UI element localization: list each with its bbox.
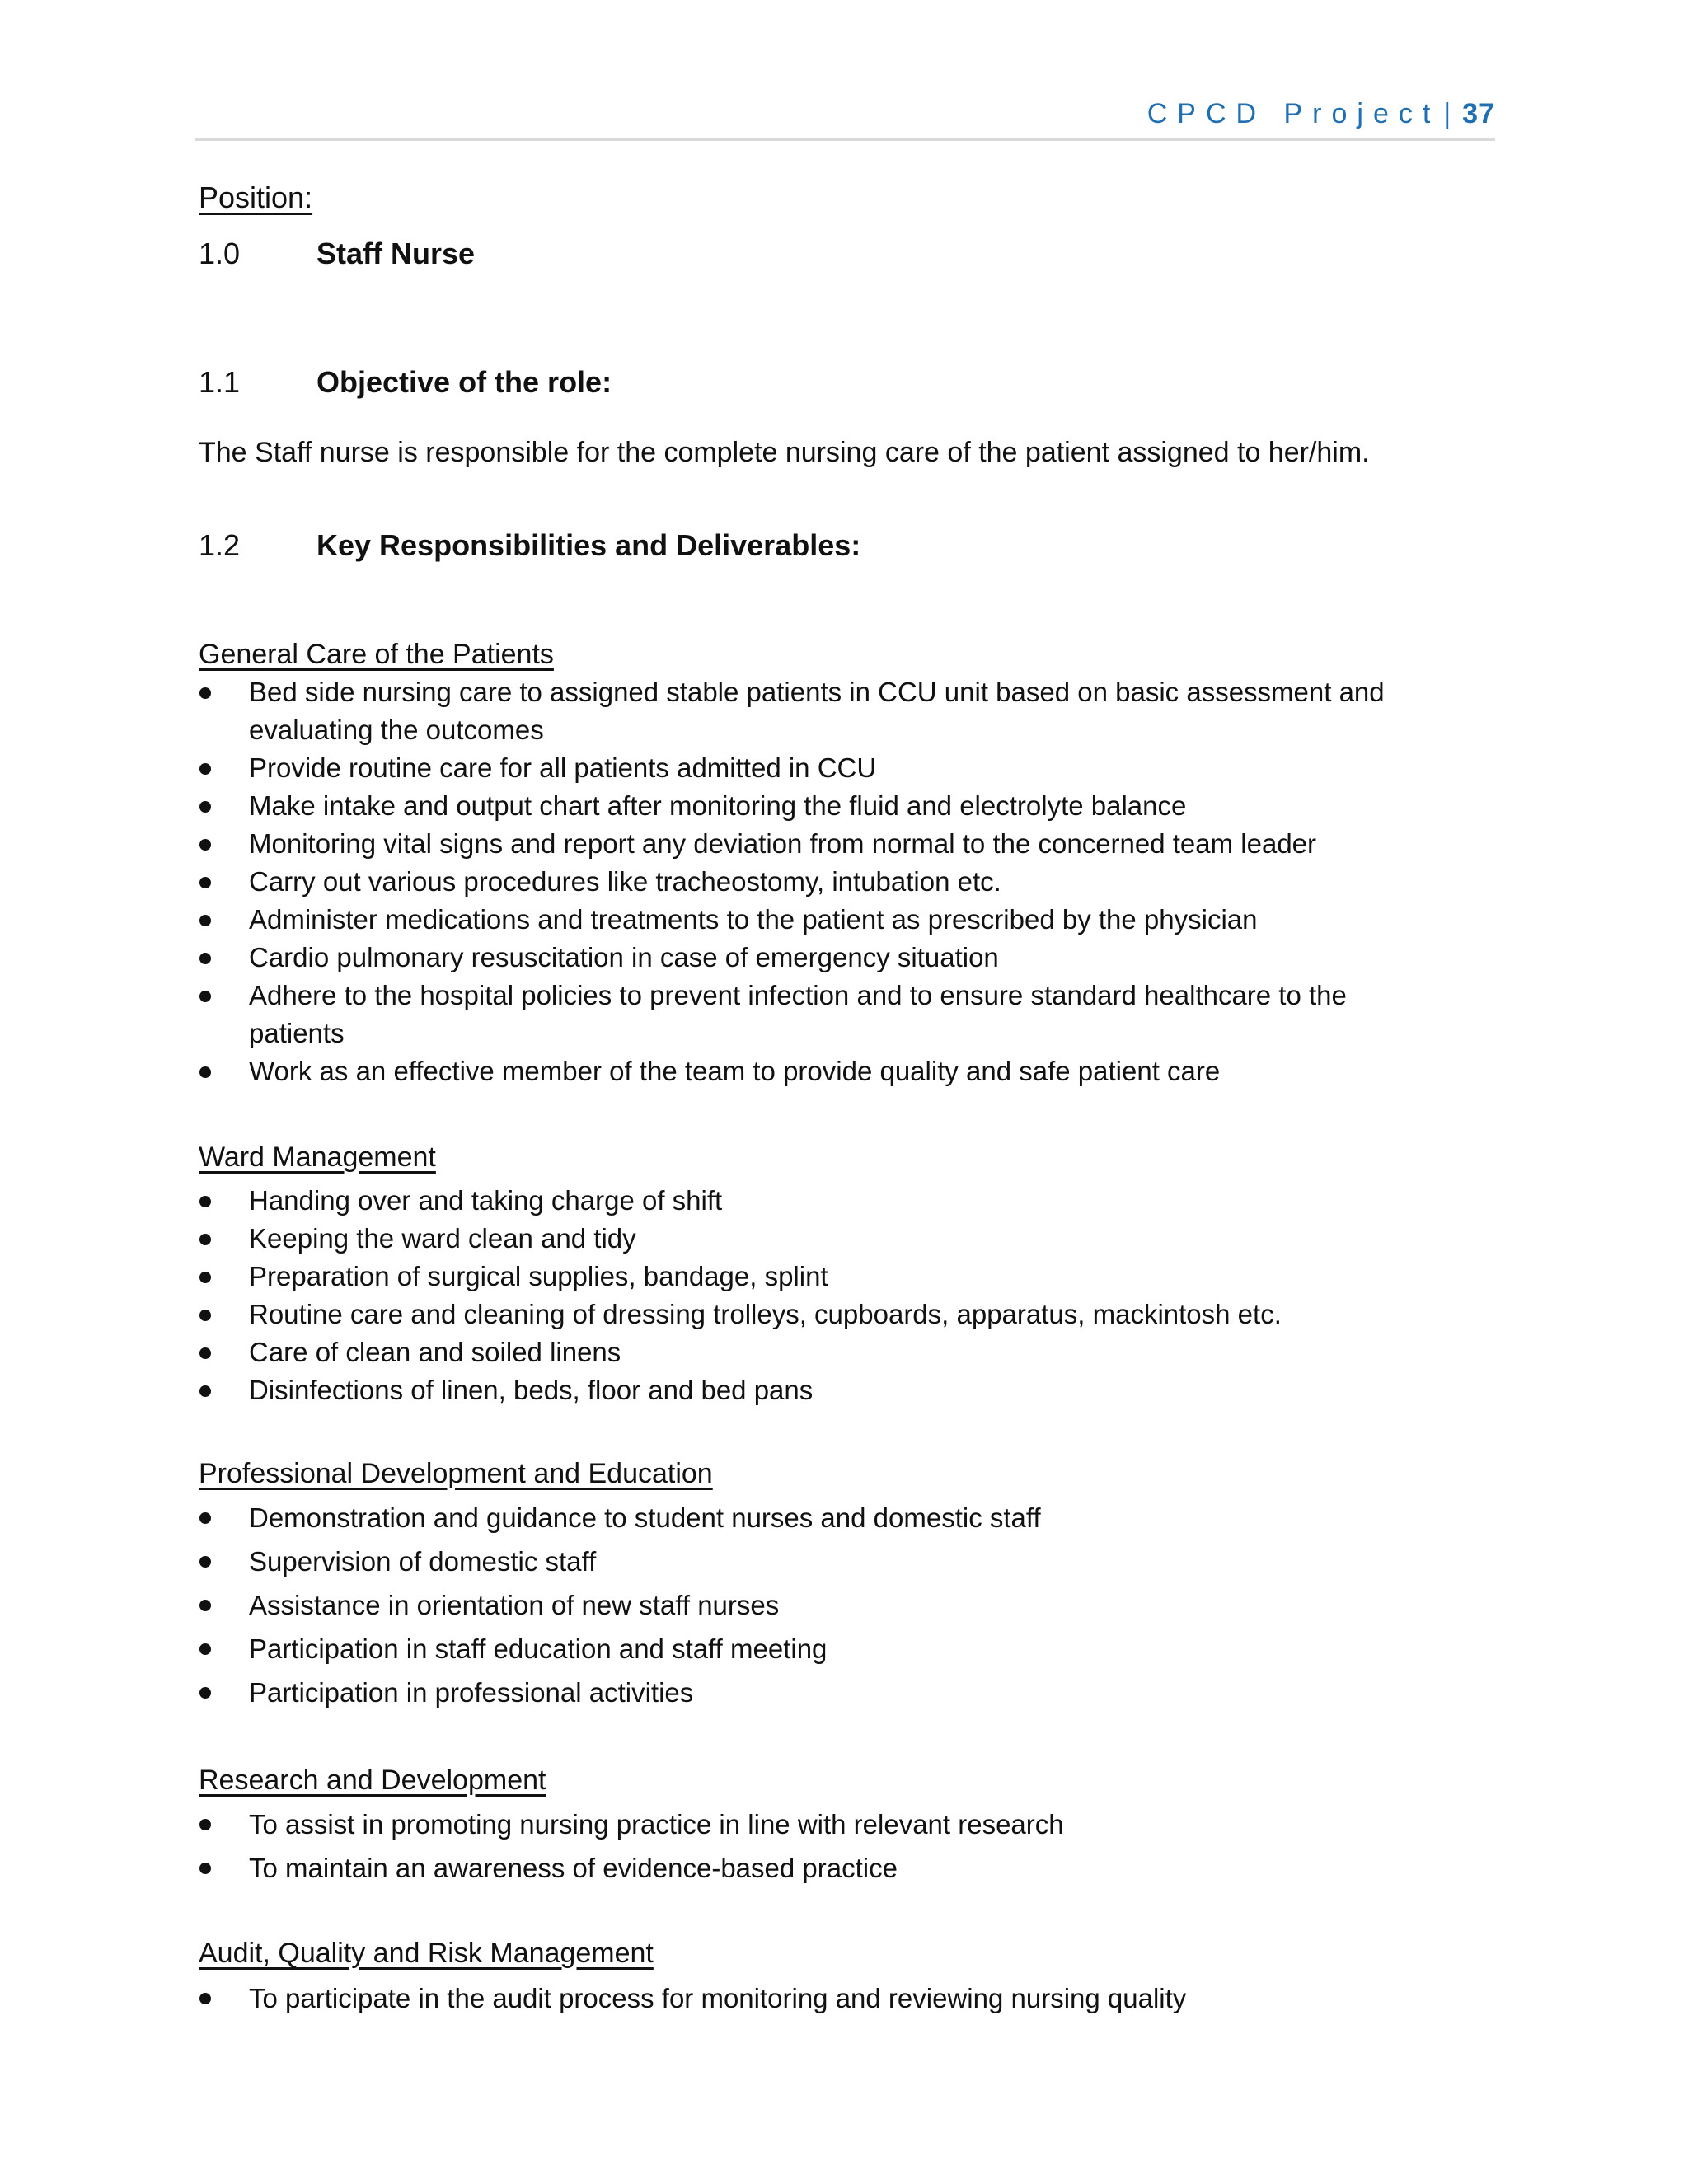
list-item [199, 1333, 1461, 1371]
list-item [199, 1296, 1461, 1333]
list-item-text: Assistance in orientation of new staff nurses [249, 1590, 780, 1620]
list-item [199, 787, 1461, 825]
bullet-icon [199, 763, 211, 775]
header-separator: | [1443, 98, 1451, 129]
section-1-2-title: Key Responsibilities and Deliverables: [316, 528, 861, 562]
bullet-icon [199, 915, 211, 926]
list-item-text: Provide routine care for all patients admitted in CCU [249, 752, 877, 783]
bullet-icon [199, 1347, 211, 1359]
list-item-continuation: patients [249, 1018, 345, 1048]
section-1-0-title: Staff Nurse [316, 237, 476, 270]
list-item-text: Demonstration and guidance to student nurses and domestic staff [249, 1502, 1041, 1533]
bullet-icon [199, 991, 211, 1002]
ward-management-list [199, 1182, 1461, 1409]
page-number: 37 [1462, 98, 1495, 129]
bullet-icon [199, 1272, 211, 1283]
professional-development-list [199, 1496, 1461, 1714]
list-item [199, 1496, 1461, 1540]
list-item-text: Work as an effective member of the team to provide quality and safe patient care [249, 1056, 1221, 1086]
general-care-list [199, 673, 1461, 1090]
list-item-text: Bed side nursing care to assigned stable patients in CCU unit based on basic assessment and [249, 677, 1385, 707]
list-item [199, 1540, 1461, 1583]
ward-management-heading: Ward Management [199, 1141, 436, 1173]
general-care-heading: General Care of the Patients [199, 639, 554, 670]
list-item-text: Preparation of surgical supplies, bandage, splint [249, 1261, 828, 1291]
list-item-text: Care of clean and soiled linens [249, 1337, 621, 1367]
page-header [195, 97, 1495, 141]
list-item [199, 1258, 1461, 1296]
list-item [199, 901, 1461, 939]
list-item [199, 1802, 1461, 1846]
list-item [199, 863, 1461, 901]
bullet-icon [199, 839, 211, 851]
bullet-icon [199, 1196, 211, 1207]
list-item [199, 1182, 1461, 1220]
list-item-text: Cardio pulmonary resuscitation in case of emergency situation [249, 942, 999, 972]
list-item-text: Participation in professional activities [249, 1677, 694, 1708]
list-item-text: To maintain an awareness of evidence-based practice [249, 1853, 898, 1883]
list-item-text: To participate in the audit process for monitoring and reviewing nursing quality [249, 1983, 1187, 2013]
objective-text: The Staff nurse is responsible for the complete nursing care of the patient assigned to her/him. [199, 437, 1370, 468]
list-item [199, 1627, 1461, 1671]
list-item-text: Administer medications and treatments to the patient as prescribed by the physician [249, 904, 1258, 935]
list-item-continuation: evaluating the outcomes [249, 715, 544, 745]
list-item [199, 1220, 1461, 1258]
list-item [199, 1371, 1461, 1409]
position-label: Position: [199, 180, 313, 214]
list-item-text: Routine care and cleaning of dressing trolleys, cupboards, apparatus, mackintosh etc. [249, 1299, 1282, 1329]
research-list [199, 1802, 1461, 1890]
list-item-text: Handing over and taking charge of shift [249, 1185, 723, 1216]
audit-heading: Audit, Quality and Risk Management [199, 1938, 654, 1969]
bullet-icon [199, 1993, 211, 2004]
list-item [199, 977, 1461, 1052]
bullet-icon [199, 1310, 211, 1321]
header-text [1147, 97, 1495, 130]
audit-list [199, 1976, 1461, 2020]
list-item [199, 1846, 1461, 1890]
list-item [199, 1583, 1461, 1627]
bullet-icon [199, 1234, 211, 1245]
bullet-icon [199, 1819, 211, 1830]
list-item-text: To assist in promoting nursing practice in line with relevant research [249, 1809, 1064, 1840]
bullet-icon [199, 1863, 211, 1874]
list-item-text: Monitoring vital signs and report any deviation from normal to the concerned team leader [249, 828, 1317, 859]
bullet-icon [199, 1643, 211, 1655]
bullet-icon [199, 1385, 211, 1397]
list-item [199, 1671, 1461, 1714]
section-1-1-number: 1.1 [199, 365, 241, 399]
bullet-icon [199, 687, 211, 699]
list-item [199, 1976, 1461, 2020]
bullet-icon [199, 1066, 211, 1078]
list-item-text: Keeping the ward clean and tidy [249, 1223, 636, 1254]
list-item [199, 1052, 1461, 1090]
section-1-2-number: 1.2 [199, 528, 241, 562]
bullet-icon [199, 1512, 211, 1524]
header-project-title: CPCD Project [1146, 98, 1441, 129]
section-1-0-number: 1.0 [199, 237, 241, 270]
list-item [199, 939, 1461, 977]
bullet-icon [199, 1687, 211, 1699]
list-item [199, 749, 1461, 787]
professional-development-heading: Professional Development and Education [199, 1458, 713, 1489]
list-item-text: Adhere to the hospital policies to prevent infection and to ensure standard healthcare to the [249, 980, 1347, 1010]
bullet-icon [199, 953, 211, 964]
list-item-text: Participation in staff education and staff meeting [249, 1633, 828, 1664]
list-item-text: Carry out various procedures like tracheostomy, intubation etc. [249, 866, 1001, 897]
list-item-text: Supervision of domestic staff [249, 1546, 597, 1577]
bullet-icon [199, 877, 211, 888]
section-1-1-title: Objective of the role: [316, 365, 612, 399]
research-heading: Research and Development [199, 1765, 546, 1796]
bullet-icon [199, 1556, 211, 1568]
list-item [199, 673, 1461, 749]
list-item-text: Make intake and output chart after monitoring the fluid and electrolyte balance [249, 790, 1187, 821]
bullet-icon [199, 1600, 211, 1611]
bullet-icon [199, 801, 211, 813]
list-item [199, 825, 1461, 863]
list-item-text: Disinfections of linen, beds, floor and bed pans [249, 1375, 814, 1405]
